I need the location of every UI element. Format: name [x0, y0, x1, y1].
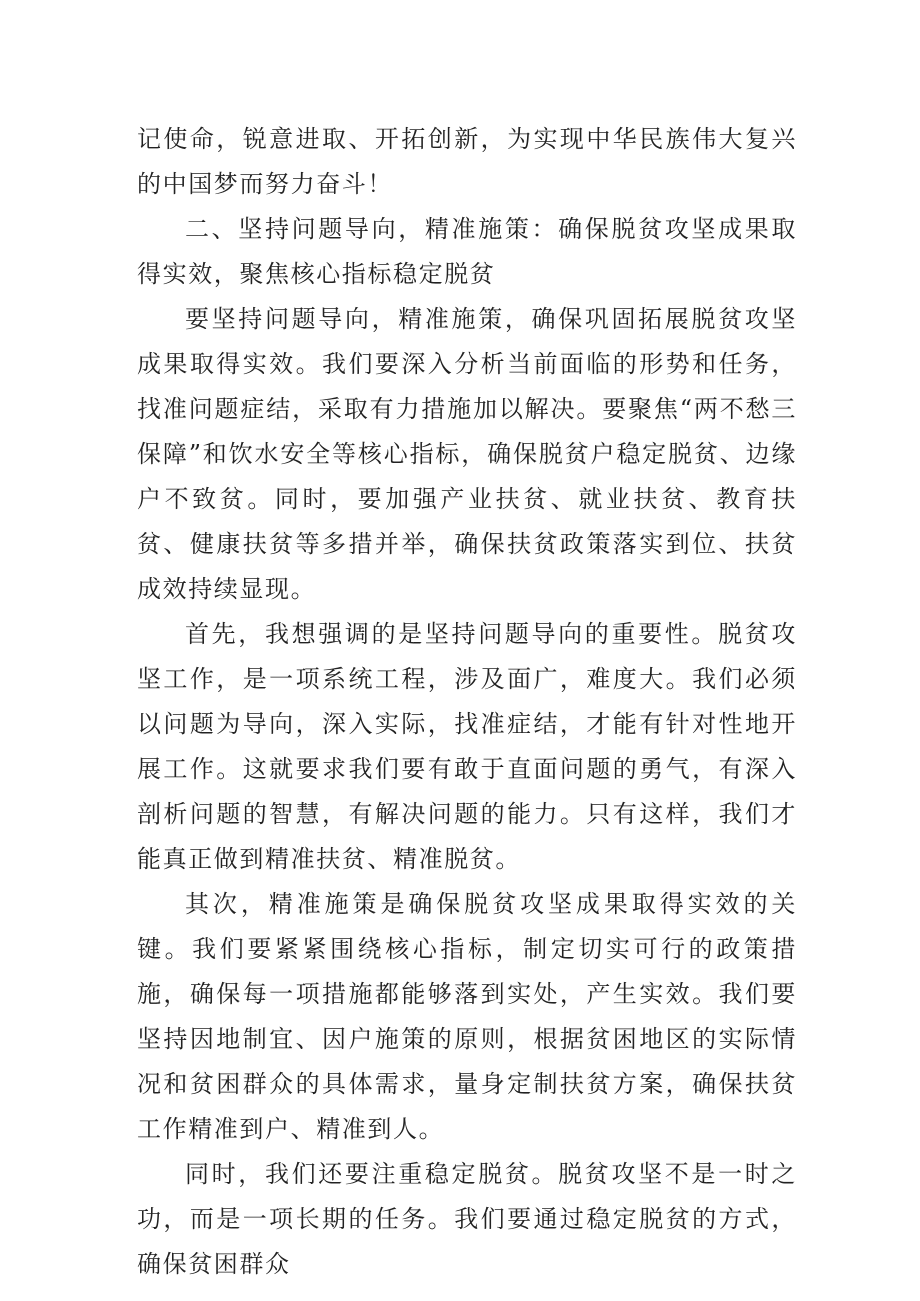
paragraph-second: 其次，精准施策是确保脱贫攻坚成果取得实效的关键。我们要紧紧围绕核心指标，制定切实可行的政策措施，确保每一项措施都能够落到实处，产生实效。我们要坚持因地制宜、因户施策的原则，根据贫困地区的实际情况和贫困群众的具体需求，量身定制扶贫方案，确保扶贫工作精准到户、精准到人。: [137, 890, 797, 1143]
paragraph-first: 首先，我想强调的是坚持问题导向的重要性。脱贫攻坚工作，是一项系统工程，涉及面广，难度大。我们必须以问题为导向，深入实际，找准症结，才能有针对性地开展工作。这就要求我们要有敢于直面问题的勇气，有深入剖析问题的智慧，有解决问题的能力。只有这样，我们才能真正做到精准扶贫、精准脱贫。: [137, 620, 797, 873]
paragraph-intro: 要坚持问题导向，精准施策，确保巩固拓展脱贫攻坚成果取得实效。我们要深入分析当前面临的形势和任务，找准问题症结，采取有力措施加以解决。要聚焦“两不愁三保障”和饮水安全等核心指标，确保脱贫户稳定脱贫、边缘户不致贫。同时，要加强产业扶贫、就业扶贫、教育扶贫、健康扶贫等多措并举，确保扶贫政策落实到位、扶贫成效持续显现。: [137, 305, 797, 603]
paragraph-meanwhile: 同时，我们还要注重稳定脱贫。脱贫攻坚不是一时之功，而是一项长期的任务。我们要通过稳定脱贫的方式，确保贫困群众: [137, 1160, 797, 1278]
paragraph-continuation: 记使命，锐意进取、开拓创新，为实现中华民族伟大复兴的中国梦而努力奋斗！: [137, 125, 797, 198]
section-heading: 二、坚持问题导向，精准施策：确保脱贫攻坚成果取得实效，聚焦核心指标稳定脱贫: [137, 215, 797, 288]
document-body: [137, 117, 797, 1287]
